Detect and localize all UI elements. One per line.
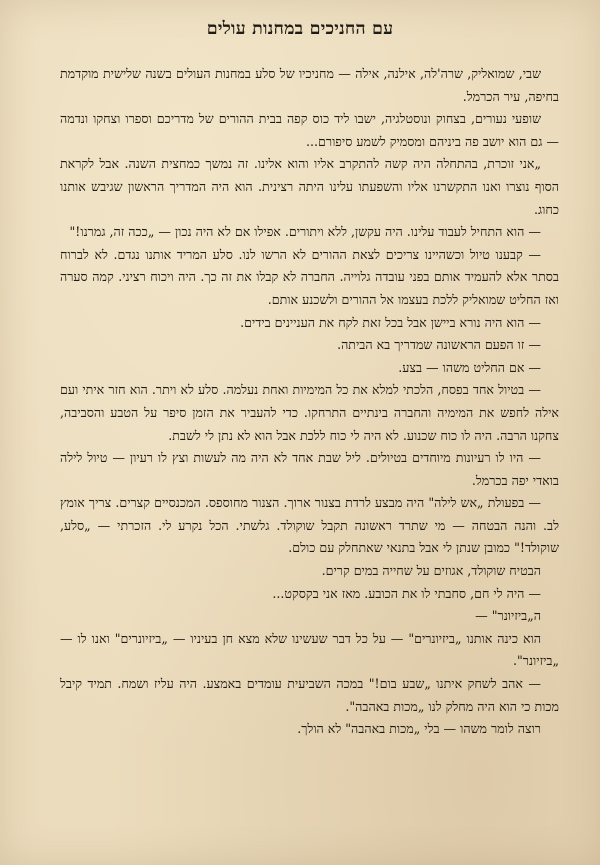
paragraph: — זו הפעם הראשונה שמדריך בא הביתה. [337,337,541,353]
paragraph: שופעי נעורים, בצחוק ונוסטלגיה, ישבו ליד כוס קפה בבית ההורים של מדריכם וספרו וצחקו ונדמה — גם הוא יושב פה ביניהם ומסמיק לשמע סיפורם... [60,111,559,149]
paragraph-last: רוצה לומר משהו — בלי „מכות באהבה" לא הולך. [297,721,541,737]
paragraph: „אני זוכרת, בהתחלה היה קשה להתקרב אליו והוא אלינו. זה נמשך כמחצית השנה. אבל לקראת הסוף נוצרו ואנו התקשרנו אליו והשפעתו עלינו היתה רצינית. הוא היה המדריך הראשון שגיבש אותנו כחוג. [60,156,559,217]
paragraph: — הוא התחיל לעבוד עלינו. היה עקשן, ללא ויתורים. אפילו אם לא היה נכון — „ככה זה, גמרנו!" [69,224,541,240]
article-body [60,63,559,741]
paragraph: — היו לו רעיונות מיוחדים בטיולים. ליל שבת אחד לא היה מה לעשות וצץ לו רעיון — טיול לילה בואדי יפה בכרמל. [60,450,559,488]
paragraph: הוא כינה אותנו „ביזיונרים" — על כל דבר שעשינו שלא מצא חן בעיניו — „ביזיונרים" ואנו לו — „ביזיונר". [60,630,559,669]
paragraph: הבטיח שוקולד, אגוזים על שחייה במים קרים. [321,563,541,579]
paragraph: — אם החליט משהו — בצע. [398,359,541,375]
paragraph-intro: שבי, שמואליק, שרה'לה, אילנה, אילה — מחניכיו של סלע במחנות העולים בשנה שלישית מוקדמת בחיפה, עיר הכרמל. [60,66,559,104]
paragraph: — בטיול אחד בפסח, הלכתי למלא את כל המימיות ואחת נעלמה. סלע לא ויתר. הוא חזר איתי ועם אילה לחפש את המימיה והחברה בינתיים התרחקו. כדי להעביר את הזמן סיפר על הטבע והסביבה, צחקנו הרבה. היה לו כוח שכנוע. לא היה לי כוח ללכת אבל הוא לא נתן לי לשבת. [60,382,559,443]
paragraph: — בפעולת „אש לילה" היה מבצע לרדת בצנור ארוך. הצנור מחוספס. המכנסיים קצרים. צריך אומץ לב. והנה הבטחה — מי שתרד ראשונה תקבל שוקולד. גלשתי. הכל נקרע לי. הזכרתי — „סלע, שוקולד!" כמובן שנתן לי אבל בתנאי שאתחלק עם כולם. [60,495,559,556]
paragraph: — הוא היה נורא ביישן אבל בכל זאת לקח את העניינים בידים. [240,314,541,330]
paragraph: — קבענו טיול וכשהיינו צריכים לצאת ההורים לא הרשו לנו. סלע המריד אותנו נגדם. לא לברוח בסתר אלא להעמיד אותם בפני עובדה גלוייה. החברה לא קבלו את זה כך. היה ויכוח רציני. קמה סערה ואז החליט שמואליק ללכת בעצמו אל ההורים ולשכנע אותם. [60,246,559,307]
paragraph: — היה לי חם, סחבתי לו את הכובע. מאז אני בקסקט... [272,585,541,601]
article-title: עם החניכים במחנות עולים [206,19,394,39]
paragraph: — אהב לשחק איתנו „שבע בום!" במכה השביעית עומדים באמצע. היה עליז ושמח. תמיד קיבל מכות כי הוא היה מחלק לנו „מכות באהבה". [60,676,559,714]
section-heading: ה„ביזיונר" — [475,608,541,624]
